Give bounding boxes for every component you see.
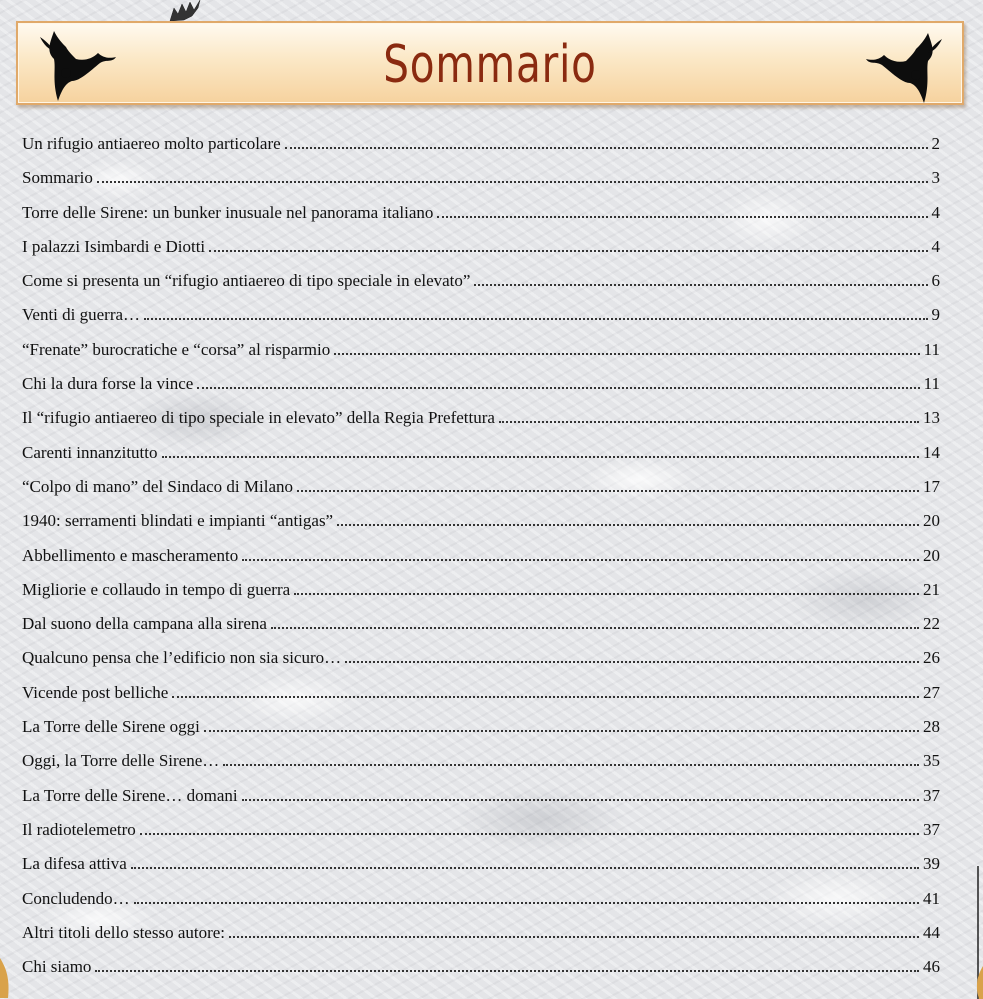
toc-entry[interactable] [22,264,940,298]
dot-leader [172,682,919,698]
toc-entry-title: Carenti innanzitutto [22,442,158,462]
decorative-edge-icon [0,958,12,998]
toc-entry-title: La Torre delle Sirene… domani [22,785,238,805]
toc-entry[interactable] [22,127,940,161]
bat-wing-icon [168,0,202,22]
bat-icon [32,29,116,103]
toc-entry-page: 41 [923,888,940,908]
dot-leader [294,579,919,595]
bat-icon [866,31,950,105]
toc-entry-title: Migliorie e collaudo in tempo di guerra [22,579,291,599]
toc-entry[interactable] [22,161,940,195]
dot-leader [345,647,919,663]
dot-leader [437,202,927,218]
toc-entry-page: 37 [923,785,940,805]
toc-entry-title: 1940: serramenti blindati e impianti “antigas” [22,511,334,531]
dot-leader [271,613,919,629]
toc-entry-page: 22 [923,614,940,634]
toc-entry[interactable] [22,779,940,813]
toc-entry-title: La Torre delle Sirene oggi [22,717,200,737]
toc-entry[interactable] [22,333,940,367]
page-title: Sommario [383,35,597,95]
toc-entry-title: Un rifugio antiaereo molto particolare [22,134,281,153]
dot-leader [95,956,919,972]
toc-entry-page: 4 [931,236,940,256]
dot-leader [140,819,919,835]
toc-entry-title: Venti di guerra… [22,305,141,325]
toc-entry-page: 14 [923,442,940,462]
toc-entry[interactable] [22,916,940,950]
toc-entry-page: 21 [923,579,940,599]
toc-entry[interactable] [22,710,940,744]
toc-entry-page: 27 [923,682,940,702]
toc-entry[interactable] [22,196,940,230]
toc-entry-page: 20 [923,545,940,565]
toc-entry-page: 17 [923,476,940,496]
dot-leader [209,236,927,252]
toc-entry[interactable] [22,573,940,607]
toc-entry-title: Qualcuno pensa che l’edificio non sia sicuro… [22,648,342,668]
toc-entry-page: 20 [923,511,940,531]
dot-leader [131,853,919,869]
toc-entry[interactable] [22,607,940,641]
toc-entry-page: 11 [923,374,940,394]
toc-entry[interactable] [22,641,940,675]
toc-entry[interactable] [22,367,940,401]
table-of-contents [22,127,940,984]
toc-entry-title: Altri titoli dello stesso autore: [22,922,226,942]
dot-leader [285,133,928,149]
dot-leader [97,167,928,183]
dot-leader [162,442,920,458]
toc-entry-page: 11 [923,339,940,359]
toc-entry-page: 37 [923,819,940,839]
toc-entry-page: 3 [931,168,940,188]
toc-entry-page: 44 [923,922,940,942]
toc-entry-page: 2 [931,134,940,153]
toc-entry-page: 46 [923,957,940,977]
toc-entry-title: Dal suono della campana alla sirena [22,614,267,634]
toc-entry[interactable] [22,401,940,435]
dot-leader [337,510,919,526]
decorative-edge-icon [973,866,983,999]
toc-entry[interactable] [22,298,940,332]
dot-leader [242,545,919,561]
toc-entry-title: Concludendo… [22,888,130,908]
toc-entry-title: Come si presenta un “rifugio antiaereo di tipo speciale in elevato” [22,271,471,291]
toc-entry-title: Il “rifugio antiaereo di tipo speciale in elevato” della Regia Prefettura [22,408,495,428]
toc-entry[interactable] [22,504,940,538]
toc-entry-title: Torre delle Sirene: un bunker inusuale nel panorama italiano [22,202,434,222]
toc-entry-title: Chi la dura forse la vince [22,374,194,394]
toc-entry-title: La difesa attiva [22,854,127,874]
toc-entry[interactable] [22,470,940,504]
toc-entry[interactable] [22,230,940,264]
toc-entry-page: 39 [923,854,940,874]
dot-leader [204,716,919,732]
toc-entry-page: 35 [923,751,940,771]
toc-entry-page: 28 [923,717,940,737]
toc-entry[interactable] [22,436,940,470]
toc-entry-page: 4 [931,202,940,222]
toc-entry-page: 13 [923,408,940,428]
toc-entry[interactable] [22,539,940,573]
title-banner [16,21,964,105]
dot-leader [134,888,919,904]
toc-entry-title: “Frenate” burocratiche e “corsa” al risparmio [22,339,331,359]
toc-entry-page: 6 [931,271,940,291]
toc-entry[interactable] [22,676,940,710]
dot-leader [242,785,919,801]
toc-entry[interactable] [22,950,940,984]
dot-leader [223,750,919,766]
toc-entry-title: I palazzi Isimbardi e Diotti [22,236,206,256]
toc-entry-title: Oggi, la Torre delle Sirene… [22,751,220,771]
toc-entry-title: Vicende post belliche [22,682,169,702]
dot-leader [499,407,919,423]
toc-entry-title: Il radiotelemetro [22,819,136,839]
dot-leader [229,922,919,938]
dot-leader [474,270,927,286]
toc-entry-page: 9 [931,305,940,325]
dot-leader [197,373,919,389]
toc-entry-page: 26 [923,648,940,668]
toc-entry-title: “Colpo di mano” del Sindaco di Milano [22,476,294,496]
toc-entry-title: Abbellimento e mascheramento [22,545,239,565]
dot-leader [334,339,919,355]
toc-entry-title: Sommario [22,168,93,188]
dot-leader [144,304,927,320]
toc-entry-title: Chi siamo [22,957,92,977]
toc-entry[interactable] [22,744,940,778]
dot-leader [297,476,919,492]
toc-entry[interactable] [22,882,940,916]
toc-entry[interactable] [22,847,940,881]
toc-entry[interactable] [22,813,940,847]
